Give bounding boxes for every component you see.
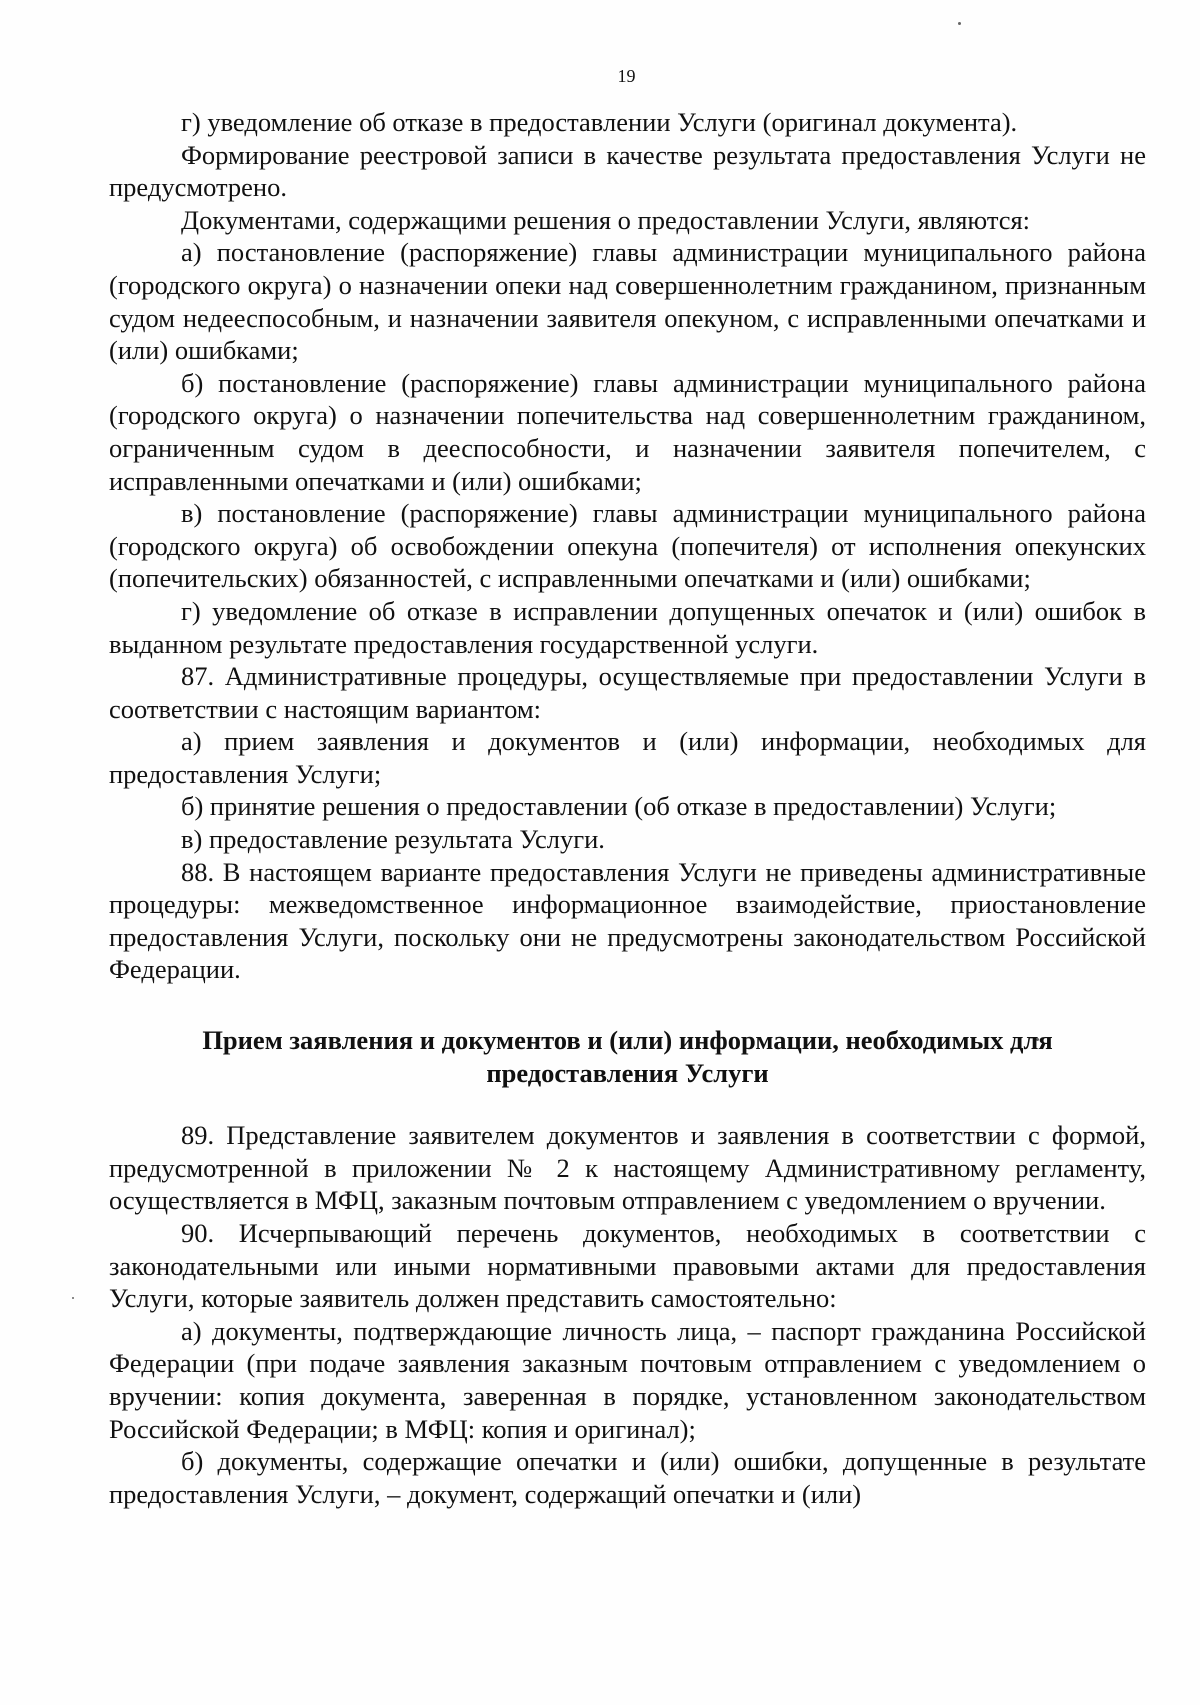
paragraph: б) принятие решения о предоставлении (об отказе в предоставлении) Услуги; bbox=[181, 791, 1057, 822]
paragraph: в) постановление (распоряжение) главы администрации муниципального района (городского округа) об освобождении опекуна (попечителя) от исполнения опекунских (попечительских) обязанностей, с исправленными опечатками и (или) ошибками; bbox=[109, 498, 1146, 594]
paragraph: 87. Административные процедуры, осуществляемые при предоставлении Услуги в соответствии с настоящим вариантом: bbox=[109, 661, 1146, 724]
paragraph: а) документы, подтверждающие личность лица, – паспорт гражданина Российской Федерации (при подаче заявления заказным почтовым отправлением с уведомлением о вручении: копия документа, заверенная в порядке, установленном законодательством Российской Федерации; в МФЦ: копия и оригинал); bbox=[109, 1315, 1146, 1444]
paragraph: 88. В настоящем варианте предоставления Услуги не приведены административные процедуры: межведомственное информационное взаимодействие, приостановление предоставления Услуги, поскольку они не предусмотрены законодательством Российской Федерации. bbox=[109, 856, 1146, 985]
paragraph: г) уведомление об отказе в исправлении допущенных опечаток и (или) ошибок в выданном результате предоставления государственной услуги. bbox=[109, 595, 1146, 659]
paragraph: 89. Представление заявителем документов и заявления в соответствии с формой, предусмотренной в приложении № 2 к настоящему Административному регламенту, осуществляется в МФЦ, заказным почтовым отправлением с уведомлением о вручении. bbox=[109, 1120, 1146, 1216]
document-body bbox=[109, 106, 1146, 1510]
paragraph: г) уведомление об отказе в предоставлении Услуги (оригинал документа). bbox=[181, 107, 1018, 137]
section-heading: Прием заявления и документов и (или) информации, необходимых для предоставления Услуги bbox=[202, 1025, 1053, 1088]
scan-speck bbox=[72, 1297, 74, 1299]
paragraph: Документами, содержащими решения о предоставлении Услуги, являются: bbox=[181, 204, 1031, 235]
paragraph: 90. Исчерпывающий перечень документов, необходимых в соответствии с законодательными или иными нормативными правовыми актами для предоставления Услуги, которые заявитель должен представить самостоятельно: bbox=[109, 1218, 1146, 1314]
paragraph: б) постановление (распоряжение) главы администрации муниципального района (городского округа) о назначении попечительства над совершеннолетним гражданином, ограниченным судом в дееспособности, и назначении заявителя попечителем, с исправленными опечатками и (или) ошибками; bbox=[109, 367, 1146, 496]
paragraph: Формирование реестровой записи в качестве результата предоставления Услуги не предусмотрено. bbox=[109, 139, 1146, 203]
page-number: 19 bbox=[617, 66, 636, 86]
scan-speck bbox=[958, 22, 961, 25]
paragraph: а) прием заявления и документов и (или) информации, необходимых для предоставления Услуги; bbox=[109, 726, 1146, 789]
paragraph: а) постановление (распоряжение) главы администрации муниципального района (городского округа) о назначении опеки над совершеннолетним гражданином, признанным судом недееспособным, и назначении заявителя опекуном, с исправленными опечатками и (или) ошибками; bbox=[109, 237, 1146, 366]
paragraph: в) предоставление результата Услуги. bbox=[181, 824, 605, 855]
paragraph: б) документы, содержащие опечатки и (или) ошибки, допущенные в результате предоставления Услуги, – документ, содержащий опечатки и (или) bbox=[109, 1446, 1146, 1509]
